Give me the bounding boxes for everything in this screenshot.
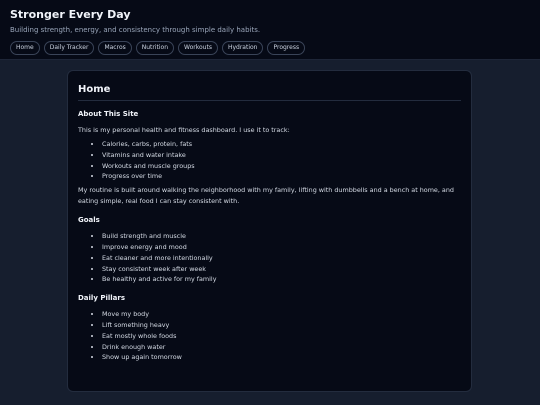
list-item: • Improve energy and mood [102,242,461,253]
home-card [67,70,472,392]
nav-hydration[interactable]: Hydration [222,41,264,55]
nav-home[interactable]: Home [10,41,40,55]
list-item: • Eat mostly whole foods [102,331,461,342]
about-heading: About This Site [78,110,139,118]
list-item: • Workouts and muscle groups [102,161,461,172]
goals-heading: Goals [78,216,100,225]
nav-macros[interactable]: Macros [98,41,131,55]
nav-progress[interactable]: Progress [267,41,305,55]
nav-workouts[interactable]: Workouts [178,41,218,55]
list-item: • Lift something heavy [102,320,461,331]
tracking-list [78,139,461,182]
about-intro: This is my personal health and fitness dashboard. I use it to track: [78,126,290,134]
pillars-heading: Daily Pillars [78,294,126,303]
list-item: • Show up again tomorrow [102,352,461,363]
site-header [0,0,540,60]
site-tagline: Building strength, energy, and consistency through simple daily habits. [10,26,261,34]
list-item: • Progress over time [102,171,461,182]
list-item: • Vitamins and water intake [102,150,461,161]
main-nav [10,41,530,55]
pillars-list [78,309,461,363]
page-title: Home [78,83,461,101]
nav-daily-tracker[interactable]: Daily Tracker [44,41,95,55]
list-item: • Calories, carbs, protein, fats [102,139,461,150]
list-item: • Move my body [102,309,461,320]
list-item: • Drink enough water [102,342,461,353]
list-item: • Eat cleaner and more intentionally [102,253,461,264]
site-title: Stronger Every Day [10,8,131,21]
list-item: • Stay consistent week after week [102,264,461,275]
list-item: • Be healthy and active for my family [102,274,461,285]
routine-paragraph: My routine is built around walking the neighborhood with my family, lifting with dumbbells and a bench at home, and eating simple, real food I can stay consistent with. [78,186,454,206]
list-item: • Build strength and muscle [102,231,461,242]
goals-list [78,231,461,285]
nav-nutrition[interactable]: Nutrition [136,41,174,55]
